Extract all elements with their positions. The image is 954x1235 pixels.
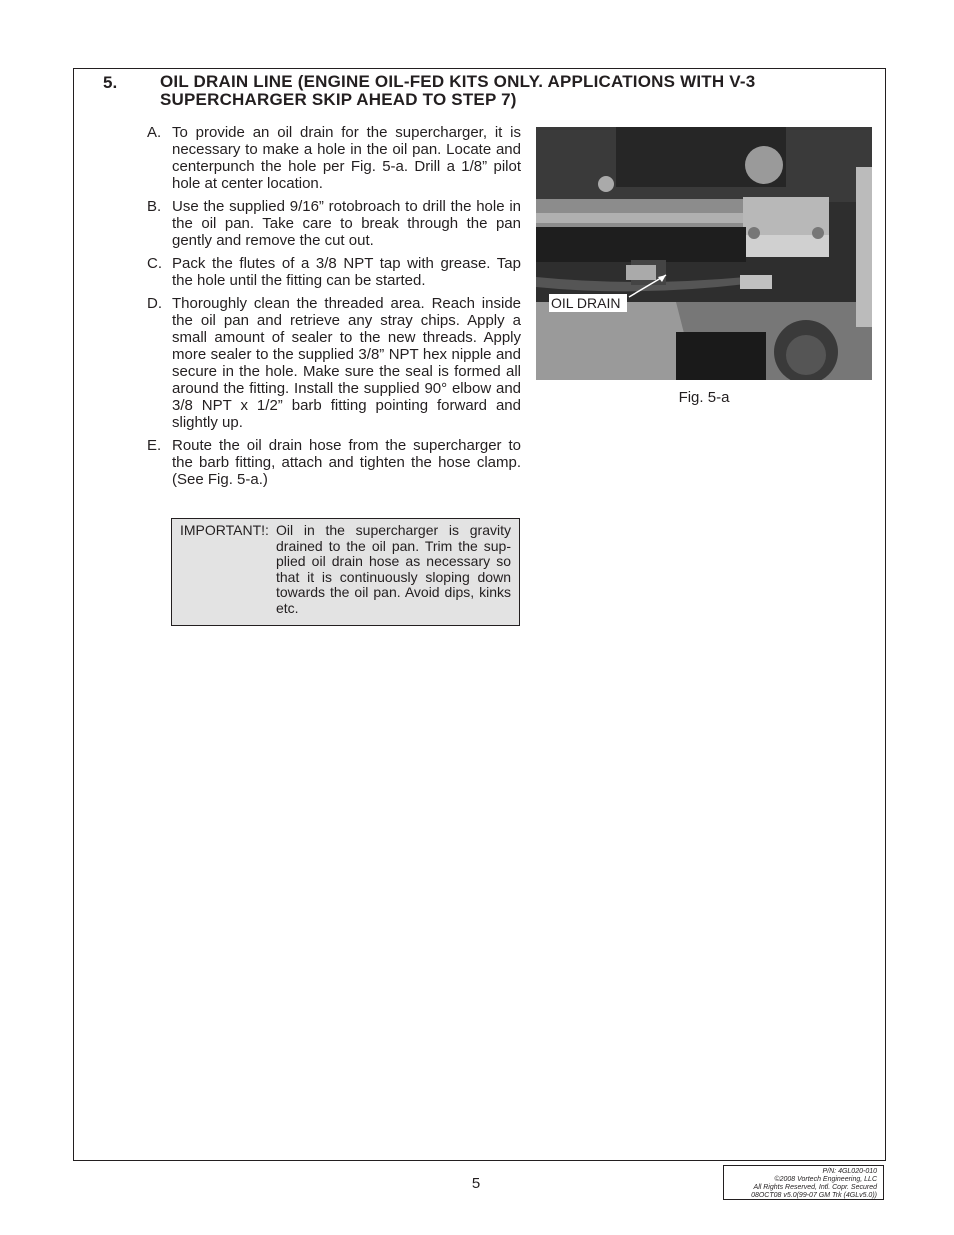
important-label: IMPORTANT!: (180, 522, 269, 538)
step-letter: A. (147, 124, 162, 141)
figure-caption: Fig. 5-a (678, 389, 730, 406)
step-d (147, 295, 522, 431)
engine-photo (536, 127, 872, 380)
step-list (147, 124, 522, 494)
step-b (147, 198, 522, 249)
footer-copyright: ©2008 Vortech Engineering, LLC (774, 1176, 877, 1183)
footer-rights: All Rights Reserved, Intl. Copr. Secured (753, 1184, 877, 1191)
step-text: Pack the flutes of a 3/8 NPT tap with grease. Tap the hole until the fitting can be started. (172, 255, 521, 289)
step-text: To provide an oil drain for the supercharger, it is necessary to make a hole in the oil pan. Locate and centerpunch the hole per Fig. 5-a. Drill a 1/8” pilot hole at center location. (172, 124, 521, 192)
section-number: 5. (103, 73, 118, 92)
important-note (171, 518, 520, 626)
step-a (147, 124, 522, 192)
step-c (147, 255, 522, 289)
step-letter: E. (147, 437, 162, 454)
step-text: Use the supplied 9/16” rotobroach to drill the hole in the oil pan. Take care to break through the pan gently and remove the cut out. (172, 198, 521, 249)
step-letter: B. (147, 198, 162, 215)
important-text: Oil in the supercharger is gravity drained to the oil pan. Trim the sup-plied oil drain hose as necessary so that it is continuously sloping down towards the oil pan. Avoid dips, kinks etc. (276, 522, 511, 616)
step-text: Thoroughly clean the threaded area. Reach inside the oil pan and retrieve any stray chips. Apply a small amount of sealer to the new threads. Apply more sealer to the supplied 3/8” NPT hex nipple and secure in the hole. Make sure the seal is formed all around the fitting. Install the supplied 90° elbow and 3/8 NPT x 1/2” barb fitting pointing forward and slightly up. (172, 295, 521, 431)
footer-box (723, 1165, 884, 1200)
footer-part-number: P/N: 4GL020-010 (822, 1168, 877, 1175)
footer-version: 08OCT08 v5.0(99-07 GM Trk (4GLv5.0)) (751, 1192, 877, 1199)
oil-drain-callout: OIL DRAIN (551, 295, 621, 311)
step-text: Route the oil drain hose from the supercharger to the barb fitting, attach and tighten the hose clamp. (See Fig. 5-a.) (172, 437, 521, 488)
step-letter: C. (147, 255, 162, 272)
page-number: 5 (471, 1175, 481, 1192)
section-title: OIL DRAIN LINE (ENGINE OIL-FED KITS ONLY. APPLICATIONS WITH V-3 SUPERCHARGER SKIP AHEAD TO STEP 7) (160, 72, 756, 109)
step-letter: D. (147, 295, 162, 312)
step-e (147, 437, 522, 488)
